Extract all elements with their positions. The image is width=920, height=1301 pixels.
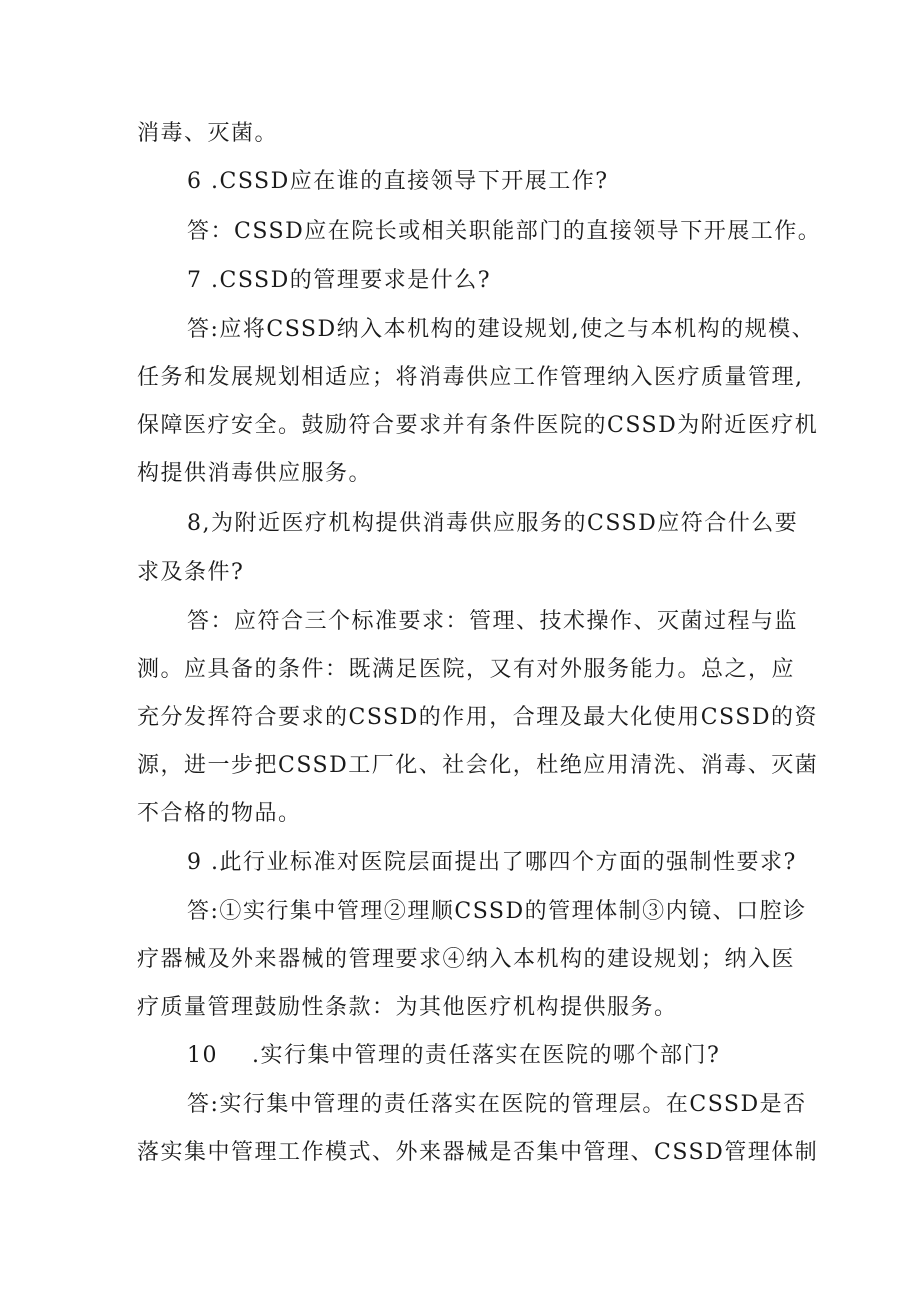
answer-7-line-3: 保障医疗安全。鼓励符合要求并有条件医院的CSSD为附近医疗机	[137, 413, 819, 438]
text-line-1: 消毒、灭菌。	[137, 121, 279, 146]
answer-6: 答：CSSD应在院长或相关职能部门的直接领导下开展工作。	[187, 219, 822, 244]
answer-8-line-1: 答：应符合三个标准要求：管理、技术操作、灭菌过程与监	[187, 609, 799, 634]
answer-9-line-1: 答:①实行集中管理②理顺CSSD的管理体制③内镜、口腔诊	[187, 899, 807, 924]
answer-10-line-1: 答:实行集中管理的责任落实在医院的管理层。在CSSD是否	[187, 1092, 807, 1117]
question-8-line-1: 8,为附近医疗机构提供消毒供应服务的CSSD应符合什么要	[187, 511, 799, 536]
answer-7-line-1: 答:应将CSSD纳入本机构的建设规划,使之与本机构的规模、	[187, 317, 816, 342]
question-6: 6 .CSSD应在谁的直接领导下开展工作?	[187, 169, 609, 194]
question-10: 10 .实行集中管理的责任落实在医院的哪个部门?	[187, 1043, 721, 1068]
question-8-line-2: 求及条件?	[137, 560, 245, 585]
answer-10-line-2: 落实集中管理工作模式、外来器械是否集中管理、CSSD管理体制	[137, 1140, 819, 1165]
answer-9-line-2: 疗器械及外来器械的管理要求④纳入本机构的建设规划；纳入医	[137, 947, 796, 972]
answer-7-line-4: 构提供消毒供应服务。	[137, 461, 373, 486]
answer-8-line-2: 测。应具备的条件：既满足医院，又有对外服务能力。总之，应	[137, 657, 796, 682]
answer-8-line-3: 充分发挥符合要求的CSSD的作用，合理及最大化使用CSSD的资	[137, 705, 818, 730]
answer-7-line-2: 任务和发展规划相适应；将消毒供应工作管理纳入医疗质量管理,	[137, 365, 804, 390]
answer-9-line-3: 疗质量管理鼓励性条款：为其他医疗机构提供服务。	[137, 995, 678, 1020]
question-9: 9 .此行业标准对医院层面提出了哪四个方面的强制性要求?	[187, 850, 797, 875]
answer-8-line-4: 源，进一步把CSSD工厂化、社会化，杜绝应用清洗、消毒、灭菌	[137, 753, 819, 778]
answer-8-line-5: 不合格的物品。	[137, 801, 302, 826]
question-7: 7 .CSSD的管理要求是什么?	[187, 268, 492, 293]
